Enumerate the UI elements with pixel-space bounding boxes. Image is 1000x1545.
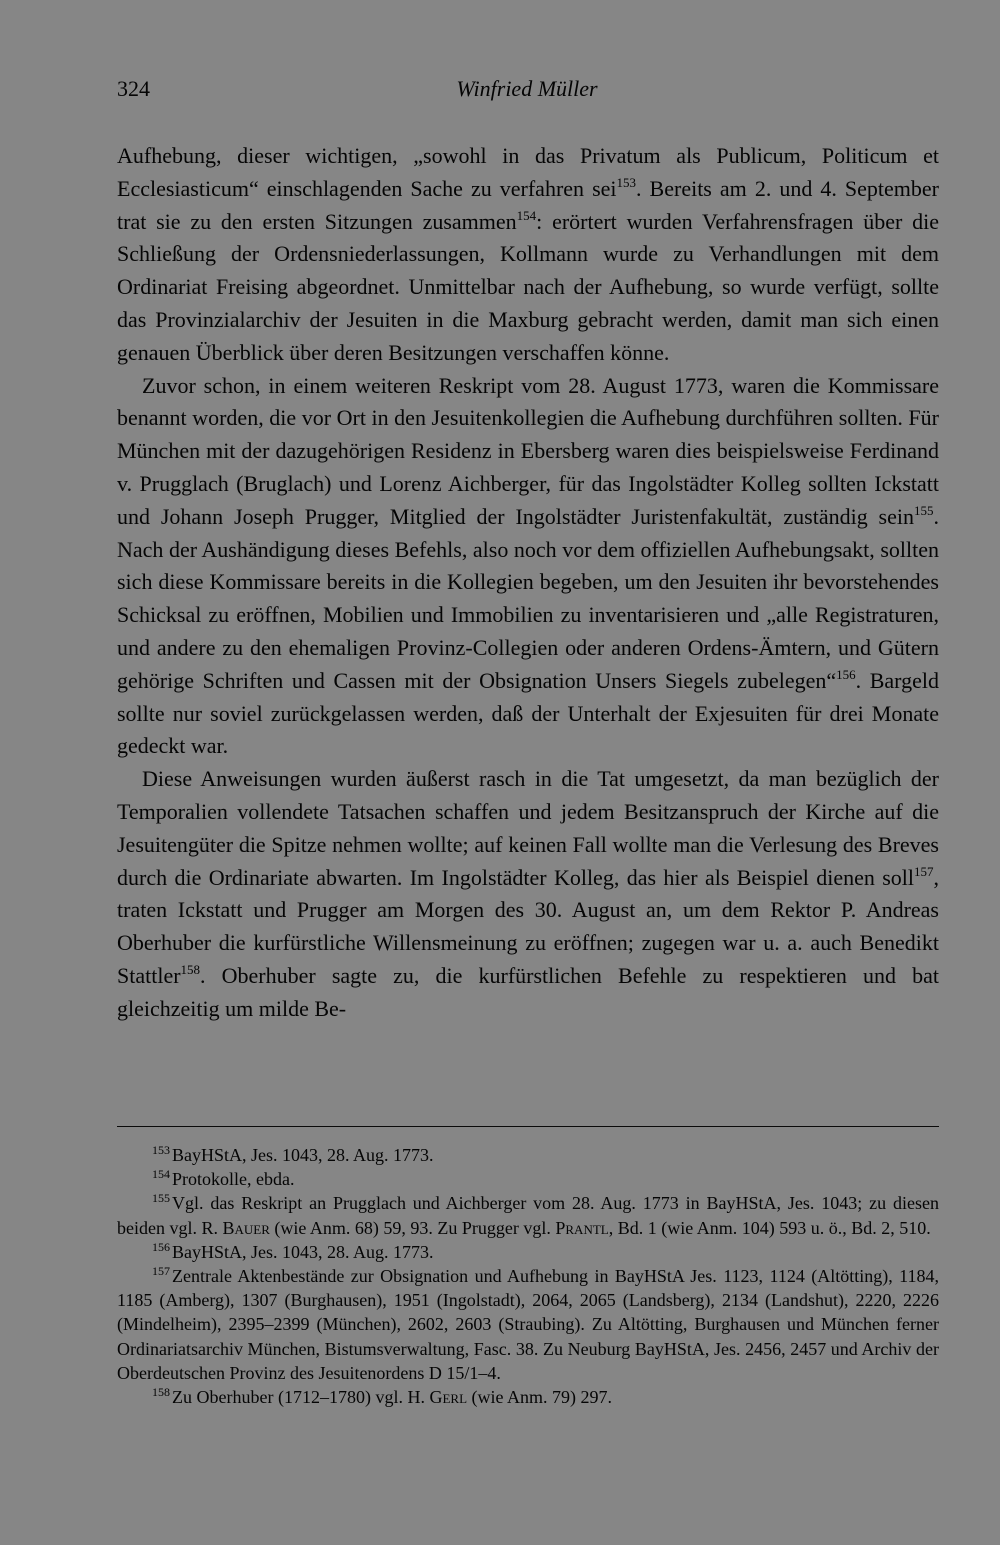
footnote-157 xyxy=(117,1264,939,1385)
author-name: Prantl xyxy=(555,1217,609,1238)
footnote-153 xyxy=(117,1143,939,1167)
footnote-text: BayHStA, Jes. 1043, 28. Aug. 1773. xyxy=(172,1145,434,1165)
author-name: Bauer xyxy=(222,1217,270,1238)
paragraph-2 xyxy=(117,370,939,764)
footnote-156 xyxy=(117,1240,939,1264)
author-name: Gerl xyxy=(429,1387,468,1408)
footnote-number: 153 xyxy=(152,1143,170,1157)
footnote-number: 156 xyxy=(152,1239,170,1254)
footnote-ref-155[interactable]: 155 xyxy=(914,502,934,518)
footnote-text: Protokolle, ebda. xyxy=(172,1169,295,1190)
footnote-number: 157 xyxy=(152,1264,170,1279)
page-number: 324 xyxy=(117,76,150,101)
footnote-ref-154[interactable]: 154 xyxy=(516,207,537,223)
footnotes xyxy=(117,1143,939,1409)
paragraph-text: Diese Anweisungen wurden äußerst rasch in die Tat umgesetzt, da man bezüglich der Temporalien vollendete Tatsachen schaffen und jedem Besitzanspruch der Kirche auf die Jesuitengüter die Spitze nehmen wollte; auf keinen Fall wollte man die Verlesung des Breves durch die Ordinariate abwarten. Im Ingolstädter Kolleg, das hier als Beispiel dienen soll xyxy=(117,766,939,890)
footnote-text: Zentrale Aktenbestände zur Obsignation und Aufhebung in BayHStA Jes. 1123, 1124 (Altötting), 1184, 1185 (Amberg), 1307 (Burghausen), 1951 (Ingolstadt), 2064, 2065 (Landsberg), 2134 (Landshut), 2220, 2226 (Mindelheim), 2395–2399 (München), 2602, 2603 (Straubing). Zu Altötting, Burghausen und München ferner Ordinariatsarchiv München, Bistumsverwaltung, Fasc. 38. Zu Neuburg BayHStA, Jes. 2456, 2457 und Archiv der Oberdeutschen Provinz des Jesuitenordens D 15/1–4. xyxy=(117,1266,939,1383)
paragraph-3 xyxy=(117,763,939,1025)
paragraph-text: , traten Ickstatt und Prugger am Morgen des 30. August an, um dem Rektor P. Andreas Oberhuber die kurfürstliche Willensmeinung zu eröffnen; zugegen war u. a. auch Benedikt Stattler xyxy=(117,864,939,988)
footnote-155 xyxy=(117,1191,939,1239)
footnote-number: 155 xyxy=(152,1191,170,1206)
running-head: Winfried Müller xyxy=(456,76,598,101)
footnote-text: (wie Anm. 79) 297. xyxy=(467,1387,612,1408)
paragraph-text: . Oberhuber sagte zu, die kurfürstlichen Befehle zu respektieren und bat gleichzeitig um milde Be- xyxy=(117,962,939,1021)
paragraph-text: . Nach der Aushändigung dieses Befehls, also noch vor dem offiziellen Aufhebungsakt, sollten sich diese Kommissare bereits in die Kollegien begeben, um den Jesuiten ihr bevorstehendes Schicksal zu eröffnen, Mobilien und Immobilien zu inventarisieren und „alle Registraturen, und andere zu den ehemaligen Provinz-Collegien oder anderen Ordens-Ämtern, und Gütern gehörige Schriften und Cassen mit der Obsignation Unsers Siegels zubelegen“ xyxy=(117,503,939,693)
footnote-text: , Bd. 1 (wie Anm. 104) 593 u. ö., Bd. 2, 510. xyxy=(608,1217,931,1238)
footnote-154 xyxy=(117,1167,939,1191)
footnote-text: Zu Oberhuber (1712–1780) vgl. H. xyxy=(172,1387,430,1408)
body-text xyxy=(117,140,939,1026)
footnote-number: 158 xyxy=(152,1385,170,1400)
paragraph-text: Aufhebung, dieser wichtigen, „sowohl in das Privatum als Publicum, Politicum et Ecclesiasticum“ einschlagenden Sache zu verfahren sei xyxy=(117,143,939,201)
paragraph-text: . Bereits am 2. und 4. September trat sie zu den ersten Sitzungen zusammen xyxy=(117,175,940,234)
footnote-ref-156[interactable]: 156 xyxy=(836,666,856,682)
footnote-ref-153[interactable]: 153 xyxy=(616,174,637,190)
paragraph-text: . Bargeld sollte nur soviel zurückgelassen werden, daß der Unterhalt der Exjesuiten für drei Monate gedeckt war. xyxy=(117,667,939,759)
page-header xyxy=(117,76,937,110)
footnote-text: (wie Anm. 68) 59, 93. Zu Prugger vgl. xyxy=(269,1217,556,1238)
footnote-ref-158[interactable]: 158 xyxy=(180,961,201,977)
footnote-number: 154 xyxy=(152,1167,170,1182)
footnote-158 xyxy=(117,1385,939,1409)
paragraph-1 xyxy=(117,140,939,370)
footnote-text: Vgl. das Reskript an Prugglach und Aichberger vom 28. Aug. 1773 in BayHStA, Jes. 1043; zu diesen beiden vgl. R. xyxy=(117,1193,939,1238)
footnote-ref-157[interactable]: 157 xyxy=(914,863,934,879)
paragraph-text: Zuvor schon, in einem weiteren Reskript vom 28. August 1773, waren die Kommissare benannt worden, die vor Ort in den Jesuitenkollegien die Aufhebung durchführen sollten. Für München mit der dazugehörigen Residenz in Ebersberg waren dies beispielsweise Ferdinand v. Prugglach (Bruglach) und Lorenz Aichberger, für das Ingolstädter Kolleg sollten Ickstatt und Johann Joseph Prugger, Mitglied der Ingolstädter Juristenfakultät, zuständig sein xyxy=(117,372,939,529)
footnote-text: BayHStA, Jes. 1043, 28. Aug. 1773. xyxy=(172,1241,434,1262)
paragraph-text: : erörtert wurden Verfahrensfragen über die Schließung der Ordensniederlassungen, Kollmann wurde zu Verhandlungen mit dem Ordinariat Freising abgeordnet. Unmittelbar nach der Aufhebung, so wurde verfügt, sollte das Provinzialarchiv der Jesuiten in die Maxburg gebracht werden, damit man sich einen genauen Überblick über deren Besitzungen verschaffen könne. xyxy=(117,208,939,365)
footnote-divider xyxy=(117,1126,939,1127)
